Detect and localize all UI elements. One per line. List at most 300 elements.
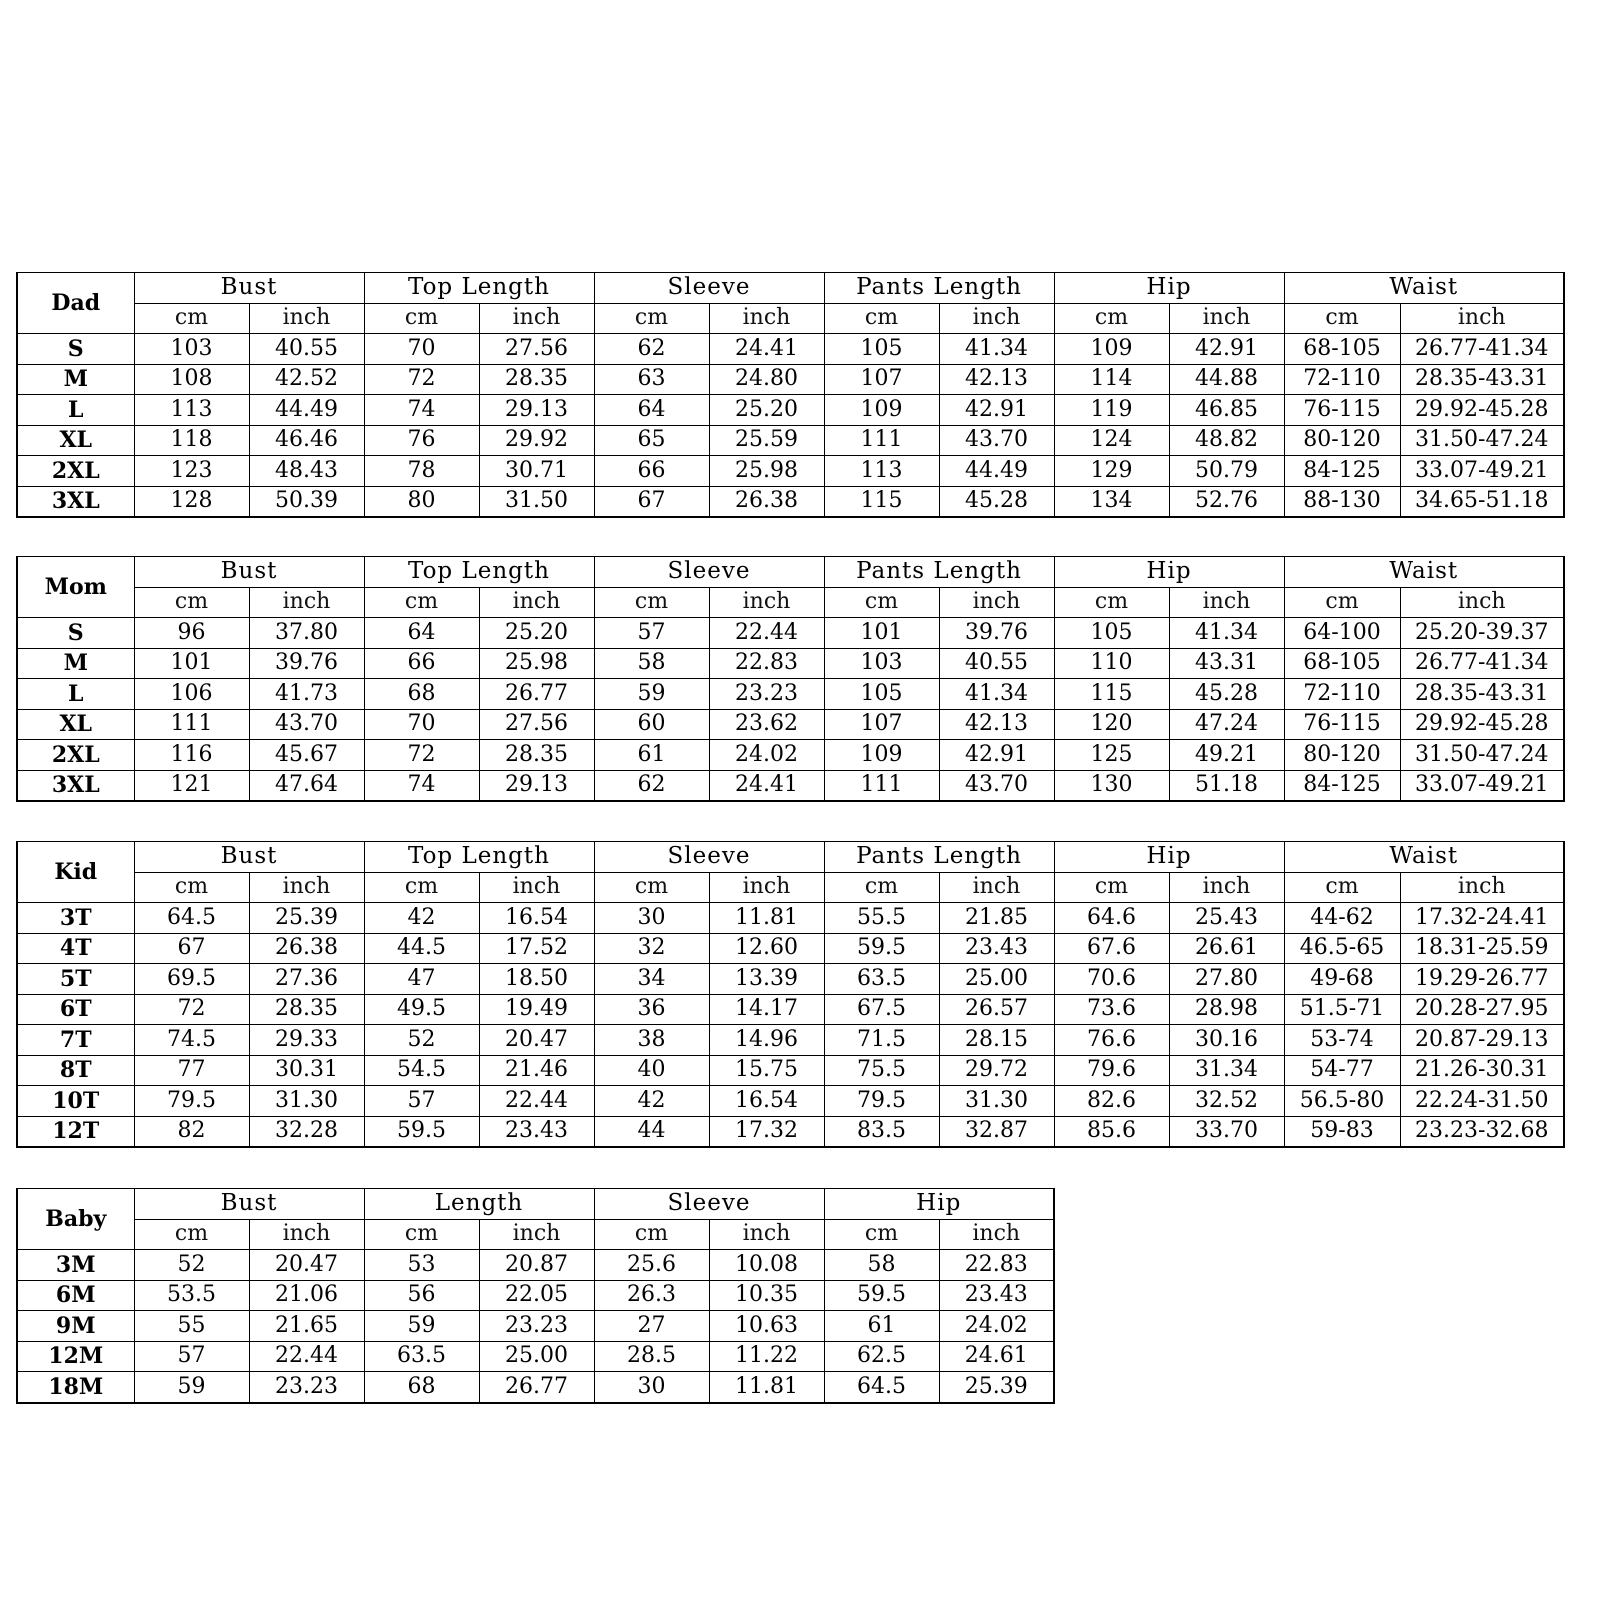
- measurement-cell: 31.30: [939, 1086, 1054, 1117]
- measurement-cell: 42: [594, 1086, 709, 1117]
- unit-header: inch: [1169, 303, 1284, 334]
- measurement-cell: 34: [594, 964, 709, 995]
- measurement-cell: 26.38: [249, 933, 364, 964]
- unit-header: inch: [1400, 872, 1564, 903]
- measurement-cell: 134: [1054, 486, 1169, 517]
- measurement-cell: 22.44: [709, 618, 824, 649]
- measurement-cell: 44.49: [939, 456, 1054, 487]
- measurement-cell: 67.6: [1054, 933, 1169, 964]
- measurement-cell: 49.5: [364, 994, 479, 1025]
- unit-header: cm: [134, 303, 249, 334]
- measurement-cell: 80-120: [1284, 740, 1400, 771]
- measurement-cell: 64.6: [1054, 903, 1169, 934]
- measurement-cell: 84-125: [1284, 456, 1400, 487]
- table-label: Baby: [17, 1189, 134, 1250]
- measurement-cell: 79.5: [134, 1086, 249, 1117]
- measurement-cell: 13.39: [709, 964, 824, 995]
- measurement-cell: 26.3: [594, 1280, 709, 1311]
- group-header-row: [17, 1189, 1054, 1220]
- size-label: XL: [17, 709, 134, 740]
- measure-header: Hip: [1054, 273, 1284, 304]
- measurement-cell: 60: [594, 709, 709, 740]
- unit-header: inch: [249, 587, 364, 618]
- measurement-cell: 74.5: [134, 1025, 249, 1056]
- measurement-cell: 68-105: [1284, 648, 1400, 679]
- unit-header: cm: [594, 303, 709, 334]
- measurement-cell: 29.33: [249, 1025, 364, 1056]
- measurement-cell: 67.5: [824, 994, 939, 1025]
- measurement-cell: 25.39: [249, 903, 364, 934]
- measurement-cell: 25.59: [709, 425, 824, 456]
- measurement-cell: 42.13: [939, 709, 1054, 740]
- measurement-cell: 52: [364, 1025, 479, 1056]
- measurement-cell: 48.43: [249, 456, 364, 487]
- measurement-cell: 30.31: [249, 1055, 364, 1086]
- measurement-cell: 59.5: [824, 1280, 939, 1311]
- unit-header: inch: [479, 587, 594, 618]
- measurement-cell: 55: [134, 1311, 249, 1342]
- size-label: 3T: [17, 903, 134, 934]
- size-label: 6M: [17, 1280, 134, 1311]
- unit-header: cm: [364, 1219, 479, 1250]
- size-label: 4T: [17, 933, 134, 964]
- table-row: [17, 618, 1564, 649]
- measurement-cell: 119: [1054, 395, 1169, 426]
- measurement-cell: 16.54: [709, 1086, 824, 1117]
- measurement-cell: 80-120: [1284, 425, 1400, 456]
- measure-header: Sleeve: [594, 557, 824, 588]
- group-header-row: [17, 557, 1564, 588]
- unit-header: cm: [824, 1219, 939, 1250]
- measurement-cell: 84-125: [1284, 770, 1400, 801]
- measurement-cell: 107: [824, 709, 939, 740]
- measurement-cell: 23.23-32.68: [1400, 1116, 1564, 1147]
- group-header-row: [17, 273, 1564, 304]
- table-row: [17, 770, 1564, 801]
- measurement-cell: 21.65: [249, 1311, 364, 1342]
- size-label: 3XL: [17, 486, 134, 517]
- measurement-cell: 26.77: [479, 1372, 594, 1403]
- measurement-cell: 79.5: [824, 1086, 939, 1117]
- measurement-cell: 49-68: [1284, 964, 1400, 995]
- size-label: 12T: [17, 1116, 134, 1147]
- baby-size-table: [16, 1188, 1055, 1404]
- measurement-cell: 20.28-27.95: [1400, 994, 1564, 1025]
- table-row: [17, 994, 1564, 1025]
- measurement-cell: 64-100: [1284, 618, 1400, 649]
- table-row: [17, 1341, 1054, 1372]
- measurement-cell: 96: [134, 618, 249, 649]
- measurement-cell: 30.16: [1169, 1025, 1284, 1056]
- measurement-cell: 53-74: [1284, 1025, 1400, 1056]
- size-label: L: [17, 395, 134, 426]
- size-label: 18M: [17, 1372, 134, 1403]
- measurement-cell: 28.5: [594, 1341, 709, 1372]
- measure-header: Bust: [134, 557, 364, 588]
- unit-header: inch: [709, 587, 824, 618]
- measurement-cell: 47: [364, 964, 479, 995]
- measurement-cell: 43.70: [939, 770, 1054, 801]
- table-row: [17, 1250, 1054, 1281]
- unit-header: cm: [824, 872, 939, 903]
- unit-header: inch: [1169, 587, 1284, 618]
- measurement-cell: 75.5: [824, 1055, 939, 1086]
- measurement-cell: 28.15: [939, 1025, 1054, 1056]
- measurement-cell: 32.28: [249, 1116, 364, 1147]
- measurement-cell: 24.02: [939, 1311, 1054, 1342]
- measurement-cell: 10.35: [709, 1280, 824, 1311]
- measurement-cell: 72-110: [1284, 679, 1400, 710]
- measurement-cell: 21.85: [939, 903, 1054, 934]
- measurement-cell: 50.39: [249, 486, 364, 517]
- measurement-cell: 27: [594, 1311, 709, 1342]
- measurement-cell: 101: [134, 648, 249, 679]
- size-label: M: [17, 364, 134, 395]
- measurement-cell: 64.5: [824, 1372, 939, 1403]
- measurement-cell: 64: [364, 618, 479, 649]
- table-row: [17, 1311, 1054, 1342]
- measurement-cell: 41.34: [939, 679, 1054, 710]
- measurement-cell: 21.26-30.31: [1400, 1055, 1564, 1086]
- table-row: [17, 486, 1564, 517]
- measurement-cell: 72-110: [1284, 364, 1400, 395]
- measurement-cell: 110: [1054, 648, 1169, 679]
- measurement-cell: 40.55: [939, 648, 1054, 679]
- measurement-cell: 111: [134, 709, 249, 740]
- measurement-cell: 29.92-45.28: [1400, 709, 1564, 740]
- measurement-cell: 58: [824, 1250, 939, 1281]
- measurement-cell: 65: [594, 425, 709, 456]
- measurement-cell: 30: [594, 903, 709, 934]
- size-label: 6T: [17, 994, 134, 1025]
- measure-header: Hip: [824, 1189, 1054, 1220]
- measurement-cell: 22.44: [249, 1341, 364, 1372]
- measurement-cell: 42.91: [1169, 334, 1284, 365]
- measurement-cell: 59-83: [1284, 1116, 1400, 1147]
- measurement-cell: 40.55: [249, 334, 364, 365]
- measurement-cell: 53: [364, 1250, 479, 1281]
- measurement-cell: 44.88: [1169, 364, 1284, 395]
- measurement-cell: 76: [364, 425, 479, 456]
- measurement-cell: 31.34: [1169, 1055, 1284, 1086]
- measurement-cell: 130: [1054, 770, 1169, 801]
- unit-header: inch: [939, 872, 1054, 903]
- measurement-cell: 66: [594, 456, 709, 487]
- measurement-cell: 10.63: [709, 1311, 824, 1342]
- measurement-cell: 88-130: [1284, 486, 1400, 517]
- measure-header: Top Length: [364, 273, 594, 304]
- unit-header: inch: [479, 872, 594, 903]
- measurement-cell: 28.35: [479, 364, 594, 395]
- size-label: S: [17, 618, 134, 649]
- measurement-cell: 28.98: [1169, 994, 1284, 1025]
- measurement-cell: 44.5: [364, 933, 479, 964]
- measurement-cell: 107: [824, 364, 939, 395]
- table-row: [17, 364, 1564, 395]
- measurement-cell: 109: [824, 740, 939, 771]
- unit-header: cm: [134, 587, 249, 618]
- unit-header: cm: [594, 872, 709, 903]
- measurement-cell: 23.43: [939, 933, 1054, 964]
- measurement-cell: 76-115: [1284, 395, 1400, 426]
- table-row: [17, 740, 1564, 771]
- measurement-cell: 20.47: [249, 1250, 364, 1281]
- measurement-cell: 42: [364, 903, 479, 934]
- measurement-cell: 46.85: [1169, 395, 1284, 426]
- measurement-cell: 116: [134, 740, 249, 771]
- measurement-cell: 72: [134, 994, 249, 1025]
- table-row: [17, 933, 1564, 964]
- measure-header: Top Length: [364, 842, 594, 873]
- unit-header: cm: [1284, 872, 1400, 903]
- unit-header: inch: [249, 1219, 364, 1250]
- measurement-cell: 25.6: [594, 1250, 709, 1281]
- measurement-cell: 25.20-39.37: [1400, 618, 1564, 649]
- measurement-cell: 25.43: [1169, 903, 1284, 934]
- table-row: [17, 334, 1564, 365]
- measurement-cell: 111: [824, 425, 939, 456]
- kid-size-table: [16, 841, 1565, 1148]
- measure-header: Length: [364, 1189, 594, 1220]
- measurement-cell: 45.28: [939, 486, 1054, 517]
- measurement-cell: 23.23: [709, 679, 824, 710]
- measurement-cell: 33.07-49.21: [1400, 770, 1564, 801]
- unit-header: inch: [479, 1219, 594, 1250]
- table-row: [17, 425, 1564, 456]
- measurement-cell: 24.41: [709, 770, 824, 801]
- table-label: Dad: [17, 273, 134, 334]
- measurement-cell: 59: [364, 1311, 479, 1342]
- measurement-cell: 31.30: [249, 1086, 364, 1117]
- measurement-cell: 42.13: [939, 364, 1054, 395]
- measurement-cell: 62: [594, 770, 709, 801]
- measurement-cell: 42.91: [939, 395, 1054, 426]
- measurement-cell: 59: [134, 1372, 249, 1403]
- measurement-cell: 72: [364, 740, 479, 771]
- measurement-cell: 31.50-47.24: [1400, 425, 1564, 456]
- measurement-cell: 61: [594, 740, 709, 771]
- measurement-cell: 125: [1054, 740, 1169, 771]
- measurement-cell: 51.5-71: [1284, 994, 1400, 1025]
- unit-header: cm: [594, 587, 709, 618]
- measurement-cell: 57: [364, 1086, 479, 1117]
- unit-header: inch: [939, 303, 1054, 334]
- measurement-cell: 114: [1054, 364, 1169, 395]
- measure-header: Bust: [134, 1189, 364, 1220]
- measurement-cell: 61: [824, 1311, 939, 1342]
- measurement-cell: 12.60: [709, 933, 824, 964]
- measurement-cell: 24.80: [709, 364, 824, 395]
- table-row: [17, 679, 1564, 710]
- measurement-cell: 52.76: [1169, 486, 1284, 517]
- unit-header: inch: [1400, 303, 1564, 334]
- measurement-cell: 23.43: [479, 1116, 594, 1147]
- measurement-cell: 52: [134, 1250, 249, 1281]
- table-row: [17, 456, 1564, 487]
- measurement-cell: 46.46: [249, 425, 364, 456]
- measurement-cell: 44: [594, 1116, 709, 1147]
- measurement-cell: 67: [594, 486, 709, 517]
- measurement-cell: 27.56: [479, 334, 594, 365]
- unit-header-row: [17, 1219, 1054, 1250]
- measurement-cell: 24.61: [939, 1341, 1054, 1372]
- measurement-cell: 62: [594, 334, 709, 365]
- measurement-cell: 63.5: [364, 1341, 479, 1372]
- measurement-cell: 25.20: [709, 395, 824, 426]
- measurement-cell: 40: [594, 1055, 709, 1086]
- measurement-cell: 39.76: [939, 618, 1054, 649]
- measurement-cell: 46.5-65: [1284, 933, 1400, 964]
- unit-header: inch: [1169, 872, 1284, 903]
- measurement-cell: 76.6: [1054, 1025, 1169, 1056]
- measurement-cell: 55.5: [824, 903, 939, 934]
- measurement-cell: 14.17: [709, 994, 824, 1025]
- measure-header: Waist: [1284, 842, 1564, 873]
- measurement-cell: 37.80: [249, 618, 364, 649]
- unit-header: cm: [824, 303, 939, 334]
- measurement-cell: 58: [594, 648, 709, 679]
- size-label: L: [17, 679, 134, 710]
- measurement-cell: 14.96: [709, 1025, 824, 1056]
- measurement-cell: 69.5: [134, 964, 249, 995]
- size-label: 3XL: [17, 770, 134, 801]
- measurement-cell: 27.36: [249, 964, 364, 995]
- measurement-cell: 59: [594, 679, 709, 710]
- measurement-cell: 82: [134, 1116, 249, 1147]
- unit-header-row: [17, 872, 1564, 903]
- unit-header: cm: [1284, 303, 1400, 334]
- unit-header: cm: [1054, 872, 1169, 903]
- measurement-cell: 80: [364, 486, 479, 517]
- unit-header: inch: [939, 587, 1054, 618]
- measurement-cell: 22.83: [939, 1250, 1054, 1281]
- measurement-cell: 36: [594, 994, 709, 1025]
- measurement-cell: 120: [1054, 709, 1169, 740]
- unit-header: cm: [134, 872, 249, 903]
- measurement-cell: 29.92-45.28: [1400, 395, 1564, 426]
- measurement-cell: 74: [364, 395, 479, 426]
- measurement-cell: 44.49: [249, 395, 364, 426]
- measurement-cell: 38: [594, 1025, 709, 1056]
- unit-header: cm: [364, 587, 479, 618]
- unit-header-row: [17, 587, 1564, 618]
- measurement-cell: 20.47: [479, 1025, 594, 1056]
- measurement-cell: 23.23: [249, 1372, 364, 1403]
- measurement-cell: 70.6: [1054, 964, 1169, 995]
- measure-header: Sleeve: [594, 273, 824, 304]
- measurement-cell: 103: [134, 334, 249, 365]
- unit-header: inch: [939, 1219, 1054, 1250]
- measurement-cell: 41.34: [939, 334, 1054, 365]
- measurement-cell: 24.41: [709, 334, 824, 365]
- unit-header: cm: [364, 872, 479, 903]
- size-label: 5T: [17, 964, 134, 995]
- measurement-cell: 17.52: [479, 933, 594, 964]
- measurement-cell: 16.54: [479, 903, 594, 934]
- measurement-cell: 74: [364, 770, 479, 801]
- measurement-cell: 27.56: [479, 709, 594, 740]
- measurement-cell: 83.5: [824, 1116, 939, 1147]
- measurement-cell: 54-77: [1284, 1055, 1400, 1086]
- measurement-cell: 70: [364, 709, 479, 740]
- measurement-cell: 43.70: [249, 709, 364, 740]
- size-label: M: [17, 648, 134, 679]
- measurement-cell: 19.29-26.77: [1400, 964, 1564, 995]
- measure-header: Sleeve: [594, 1189, 824, 1220]
- measure-header: Top Length: [364, 557, 594, 588]
- mom-size-table: [16, 556, 1565, 802]
- measurement-cell: 41.34: [1169, 618, 1284, 649]
- measurement-cell: 29.92: [479, 425, 594, 456]
- measurement-cell: 43.31: [1169, 648, 1284, 679]
- measurement-cell: 26.77: [479, 679, 594, 710]
- measure-header: Bust: [134, 842, 364, 873]
- unit-header: inch: [709, 1219, 824, 1250]
- measurement-cell: 106: [134, 679, 249, 710]
- measurement-cell: 26.57: [939, 994, 1054, 1025]
- measure-header: Waist: [1284, 557, 1564, 588]
- measurement-cell: 21.46: [479, 1055, 594, 1086]
- measurement-cell: 109: [824, 395, 939, 426]
- measurement-cell: 49.21: [1169, 740, 1284, 771]
- measurement-cell: 30: [594, 1372, 709, 1403]
- size-label: XL: [17, 425, 134, 456]
- size-label: 7T: [17, 1025, 134, 1056]
- measurement-cell: 101: [824, 618, 939, 649]
- measurement-cell: 105: [824, 679, 939, 710]
- measurement-cell: 33.07-49.21: [1400, 456, 1564, 487]
- unit-header: inch: [479, 303, 594, 334]
- measurement-cell: 26.38: [709, 486, 824, 517]
- measurement-cell: 28.35: [479, 740, 594, 771]
- measurement-cell: 118: [134, 425, 249, 456]
- measurement-cell: 56.5-80: [1284, 1086, 1400, 1117]
- size-label: 9M: [17, 1311, 134, 1342]
- measure-header: Waist: [1284, 273, 1564, 304]
- measurement-cell: 57: [134, 1341, 249, 1372]
- size-label: 2XL: [17, 456, 134, 487]
- measurement-cell: 26.61: [1169, 933, 1284, 964]
- measurement-cell: 22.44: [479, 1086, 594, 1117]
- measurement-cell: 48.82: [1169, 425, 1284, 456]
- unit-header: inch: [249, 872, 364, 903]
- measurement-cell: 45.28: [1169, 679, 1284, 710]
- measurement-cell: 68-105: [1284, 334, 1400, 365]
- measurement-cell: 70: [364, 334, 479, 365]
- measurement-cell: 27.80: [1169, 964, 1284, 995]
- measurement-cell: 11.81: [709, 1372, 824, 1403]
- measurement-cell: 29.72: [939, 1055, 1054, 1086]
- measurement-cell: 53.5: [134, 1280, 249, 1311]
- measurement-cell: 28.35-43.31: [1400, 364, 1564, 395]
- measurement-cell: 108: [134, 364, 249, 395]
- unit-header: cm: [364, 303, 479, 334]
- measurement-cell: 82.6: [1054, 1086, 1169, 1117]
- unit-header: inch: [709, 872, 824, 903]
- measurement-cell: 56: [364, 1280, 479, 1311]
- measurement-cell: 23.23: [479, 1311, 594, 1342]
- measurement-cell: 115: [1054, 679, 1169, 710]
- measurement-cell: 26.77-41.34: [1400, 334, 1564, 365]
- measurement-cell: 39.76: [249, 648, 364, 679]
- dad-size-table: [16, 272, 1565, 518]
- measurement-cell: 63.5: [824, 964, 939, 995]
- measurement-cell: 67: [134, 933, 249, 964]
- table-row: [17, 1025, 1564, 1056]
- measurement-cell: 21.06: [249, 1280, 364, 1311]
- measurement-cell: 103: [824, 648, 939, 679]
- measurement-cell: 25.98: [709, 456, 824, 487]
